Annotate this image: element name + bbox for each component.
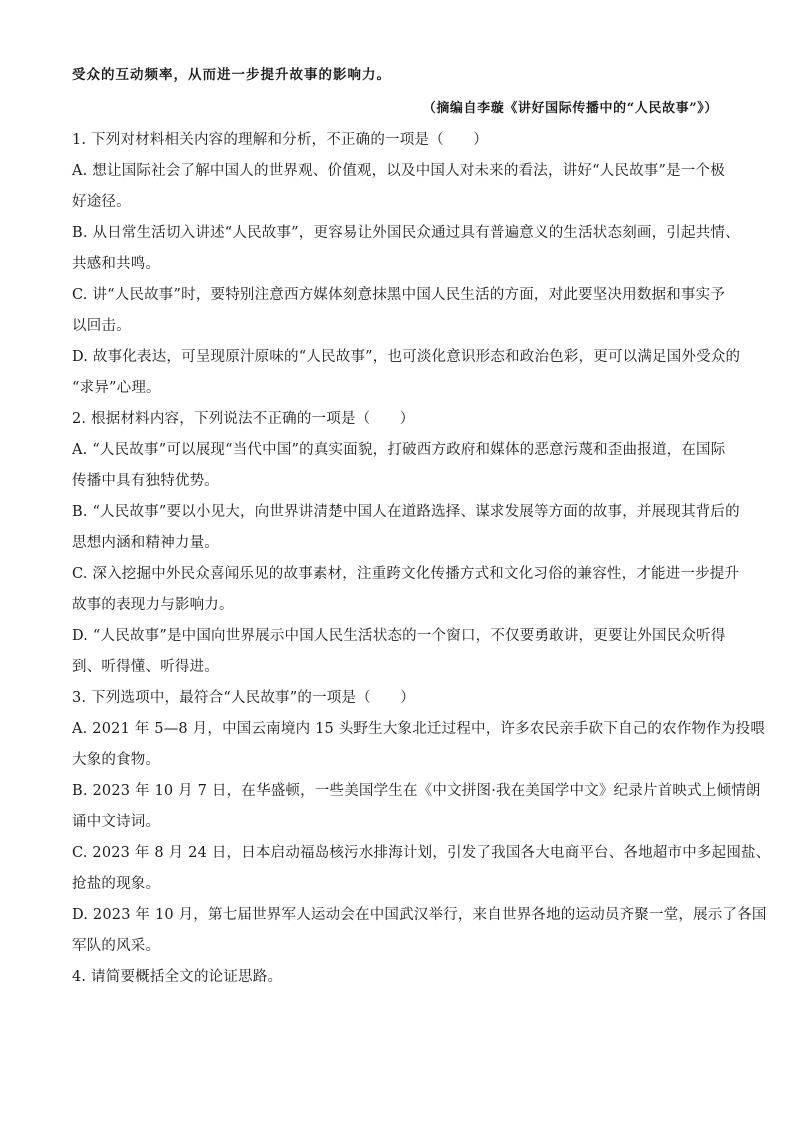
q1-option-d-line1: D. 故事化表达，可呈现原汁原味的“人民故事”，也可淡化意识形态和政治色彩，更可以满足国外受众的 [72,349,741,365]
q3-option-a-line1: A. 2021 年 5—8 月，中国云南境内 15 头野生大象北迁过程中，许多农民亲手砍下自己的农作物作为投喂 [72,721,766,737]
q1-option-c-line2: 以回击。 [72,318,131,334]
q2-option-d-line1: D. “人民故事”是中国向世界展示中国人民生活状态的一个窗口，不仅要勇敢讲，更要让外国民众听得 [72,628,726,644]
q3-option-c-line1: C. 2023 年 8 月 24 日，日本启动福岛核污水排海计划，引发了我国各大电商平台、各地超市中多起囤盐、 [72,845,771,861]
question-4-stem: 4. 请简要概括全文的论证思路。 [72,969,283,985]
q3-option-d-line1: D. 2023 年 10 月，第七届世界军人运动会在中国武汉举行，来自世界各地的运动员齐聚一堂，展示了各国 [72,907,767,923]
q1-option-c-line1: C. 讲“人民故事”时，要特别注意西方媒体刻意抹黑中国人民生活的方面，对此要坚决用数据和事实予 [72,287,726,303]
q2-option-a-line1: A. “人民故事”可以展现“当代中国”的真实面貌，打破西方政府和媒体的恶意污蔑和歪曲报道，在国际 [72,442,726,458]
q3-option-a-line2: 大象的食物。 [72,752,161,768]
q2-option-c-line1: C. 深入挖掘中外民众喜闻乐见的故事素材，注重跨文化传播方式和文化习俗的兼容性，才能进一步提升 [72,566,740,582]
q3-option-d-line2: 军队的风采。 [72,938,161,954]
q2-option-a-line2: 传播中具有独特优势。 [72,473,219,489]
q3-option-b-line1: B. 2023 年 10 月 7 日，在华盛顿，一些美国学生在《中文拼图·我在美国学中文》纪录片首映式上倾情朗 [72,783,761,799]
question-1-stem: 1. 下列对材料相关内容的理解和分析，不正确的一项是（ ） [72,132,488,148]
q3-option-b-line2: 诵中文诗词。 [72,814,161,830]
q1-option-b-line2: 共感和共鸣。 [72,256,161,272]
q1-option-b-line1: B. 从日常生活切入讲述“人民故事”，更容易让外国民众通过具有普遍意义的生活状态刻画，引起共情、 [72,225,740,241]
q2-option-d-line2: 到、听得懂、听得进。 [72,659,219,675]
question-3-stem: 3. 下列选项中，最符合“人民故事”的一项是（ ） [72,690,415,706]
q1-option-a-line1: A. 想让国际社会了解中国人的世界观、价值观，以及中国人对未来的看法，讲好“人民故事”是一个极 [72,163,725,179]
q2-option-b-line2: 思想内涵和精神力量。 [72,535,219,551]
q3-option-c-line2: 抢盐的现象。 [72,876,161,892]
question-2-stem: 2. 根据材料内容，下列说法不正确的一项是（ ） [72,411,415,427]
q2-option-b-line1: B. “人民故事”要以小见大，向世界讲清楚中国人在道路选择、谋求发展等方面的故事，并展现其背后的 [72,504,740,520]
intro-tail-text: 受众的互动频率，从而进一步提升故事的影响力。 [72,67,391,83]
q2-option-c-line2: 故事的表现力与影响力。 [72,597,234,613]
source-citation: （摘编自李璇《讲好国际传播中的“人民故事”》） [422,101,718,116]
q1-option-a-line2: 好途径。 [72,194,131,210]
q1-option-d-line2: “求异”心理。 [72,380,161,396]
